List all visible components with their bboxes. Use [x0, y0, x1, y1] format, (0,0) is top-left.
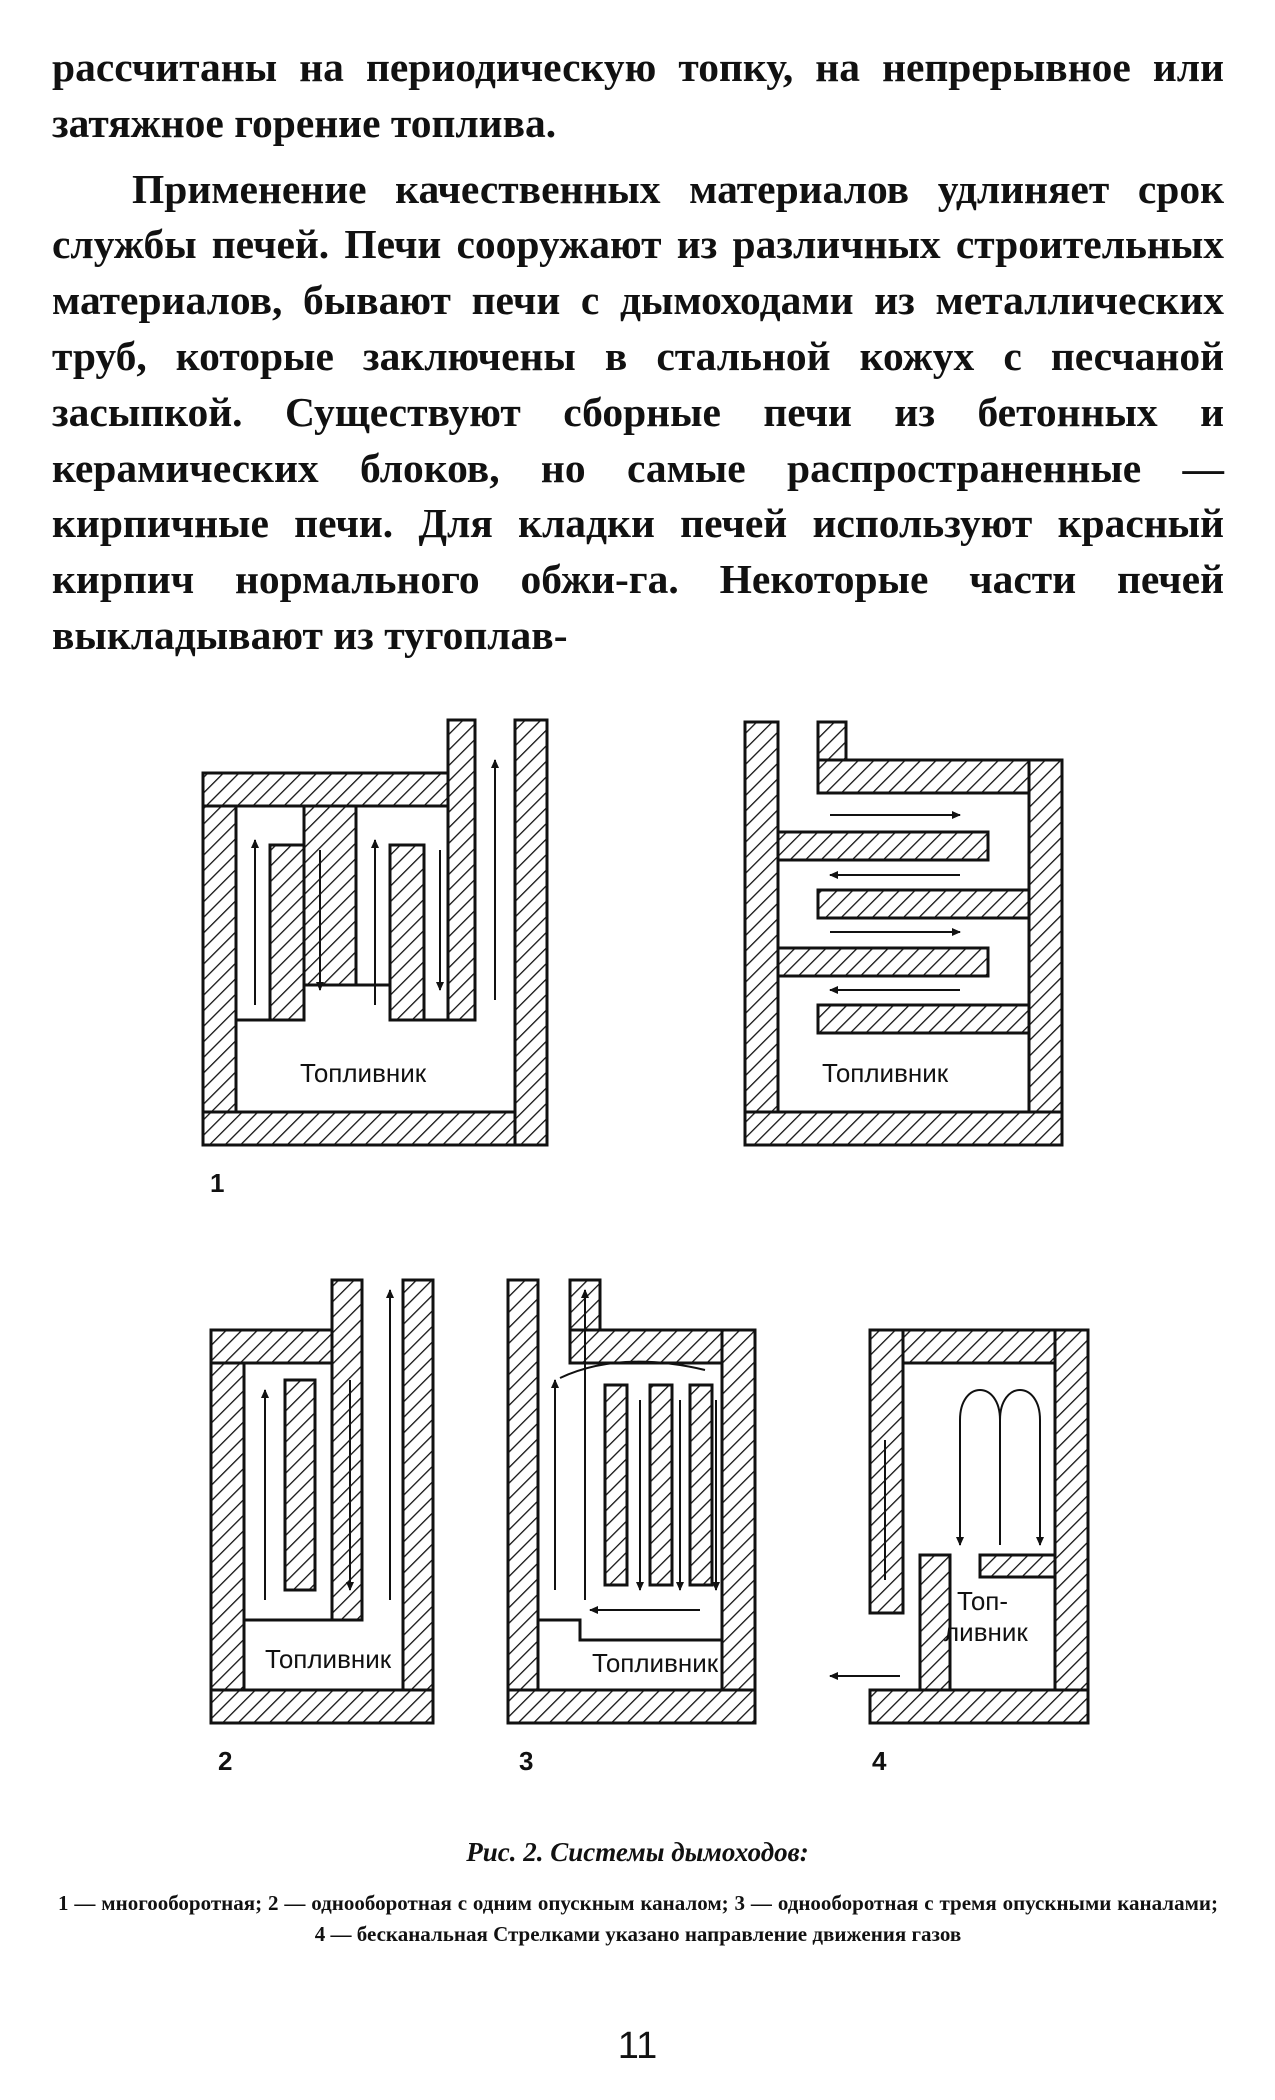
page-number: 11 — [617, 2025, 658, 2067]
diagram-1b-label: Топливник — [822, 1058, 949, 1088]
figure-number-1: 1 — [210, 1168, 225, 1198]
diagram-1b — [745, 722, 1062, 1145]
diagram-4-label-line2: ливник — [944, 1617, 1028, 1647]
diagram-3 — [508, 1280, 755, 1723]
figure-caption-body: 1 — многооборотная; 2 — однооборотная с одним опускным каналом; 3 — однооборотная с тремя опускными каналами; 4 — бесканальная Стрелками указано направление движения газов — [58, 1891, 1218, 1946]
figure-number-4: 4 — [872, 1746, 887, 1776]
diagram-4 — [830, 1330, 1088, 1723]
diagram-3-label: Топливник — [592, 1648, 719, 1678]
diagram-4-label-line1: Топ- — [957, 1586, 1009, 1616]
figure-number-3: 3 — [519, 1746, 534, 1776]
diagram-1a — [203, 720, 547, 1145]
diagram-2 — [211, 1280, 433, 1723]
paragraph-2: Применение качественных материалов удлиняет срок службы печей. Печи сооружают из различных строительных материалов, бывают печи с дымоходами из металлических труб, которые заключены в стальной кожух с песчаной засыпкой. Существуют сборные печи из бетонных и керамических блоков, но самые распространенные — кирпичные печи. Для кладки печей используют красный кирпич нормального обжи-га. Некоторые части печей выкладывают из тугоплав- — [52, 165, 1224, 658]
diagram-2-label: Топливник — [265, 1644, 392, 1674]
diagram-1a-label: Топливник — [300, 1058, 427, 1088]
figure-caption-title: Рис. 2. Системы дымоходов: — [466, 1837, 809, 1867]
paragraph-1: рассчитаны на периодическую топку, на непрерывное или затяжное горение топлива. — [52, 44, 1224, 146]
figure-number-2: 2 — [218, 1746, 233, 1776]
